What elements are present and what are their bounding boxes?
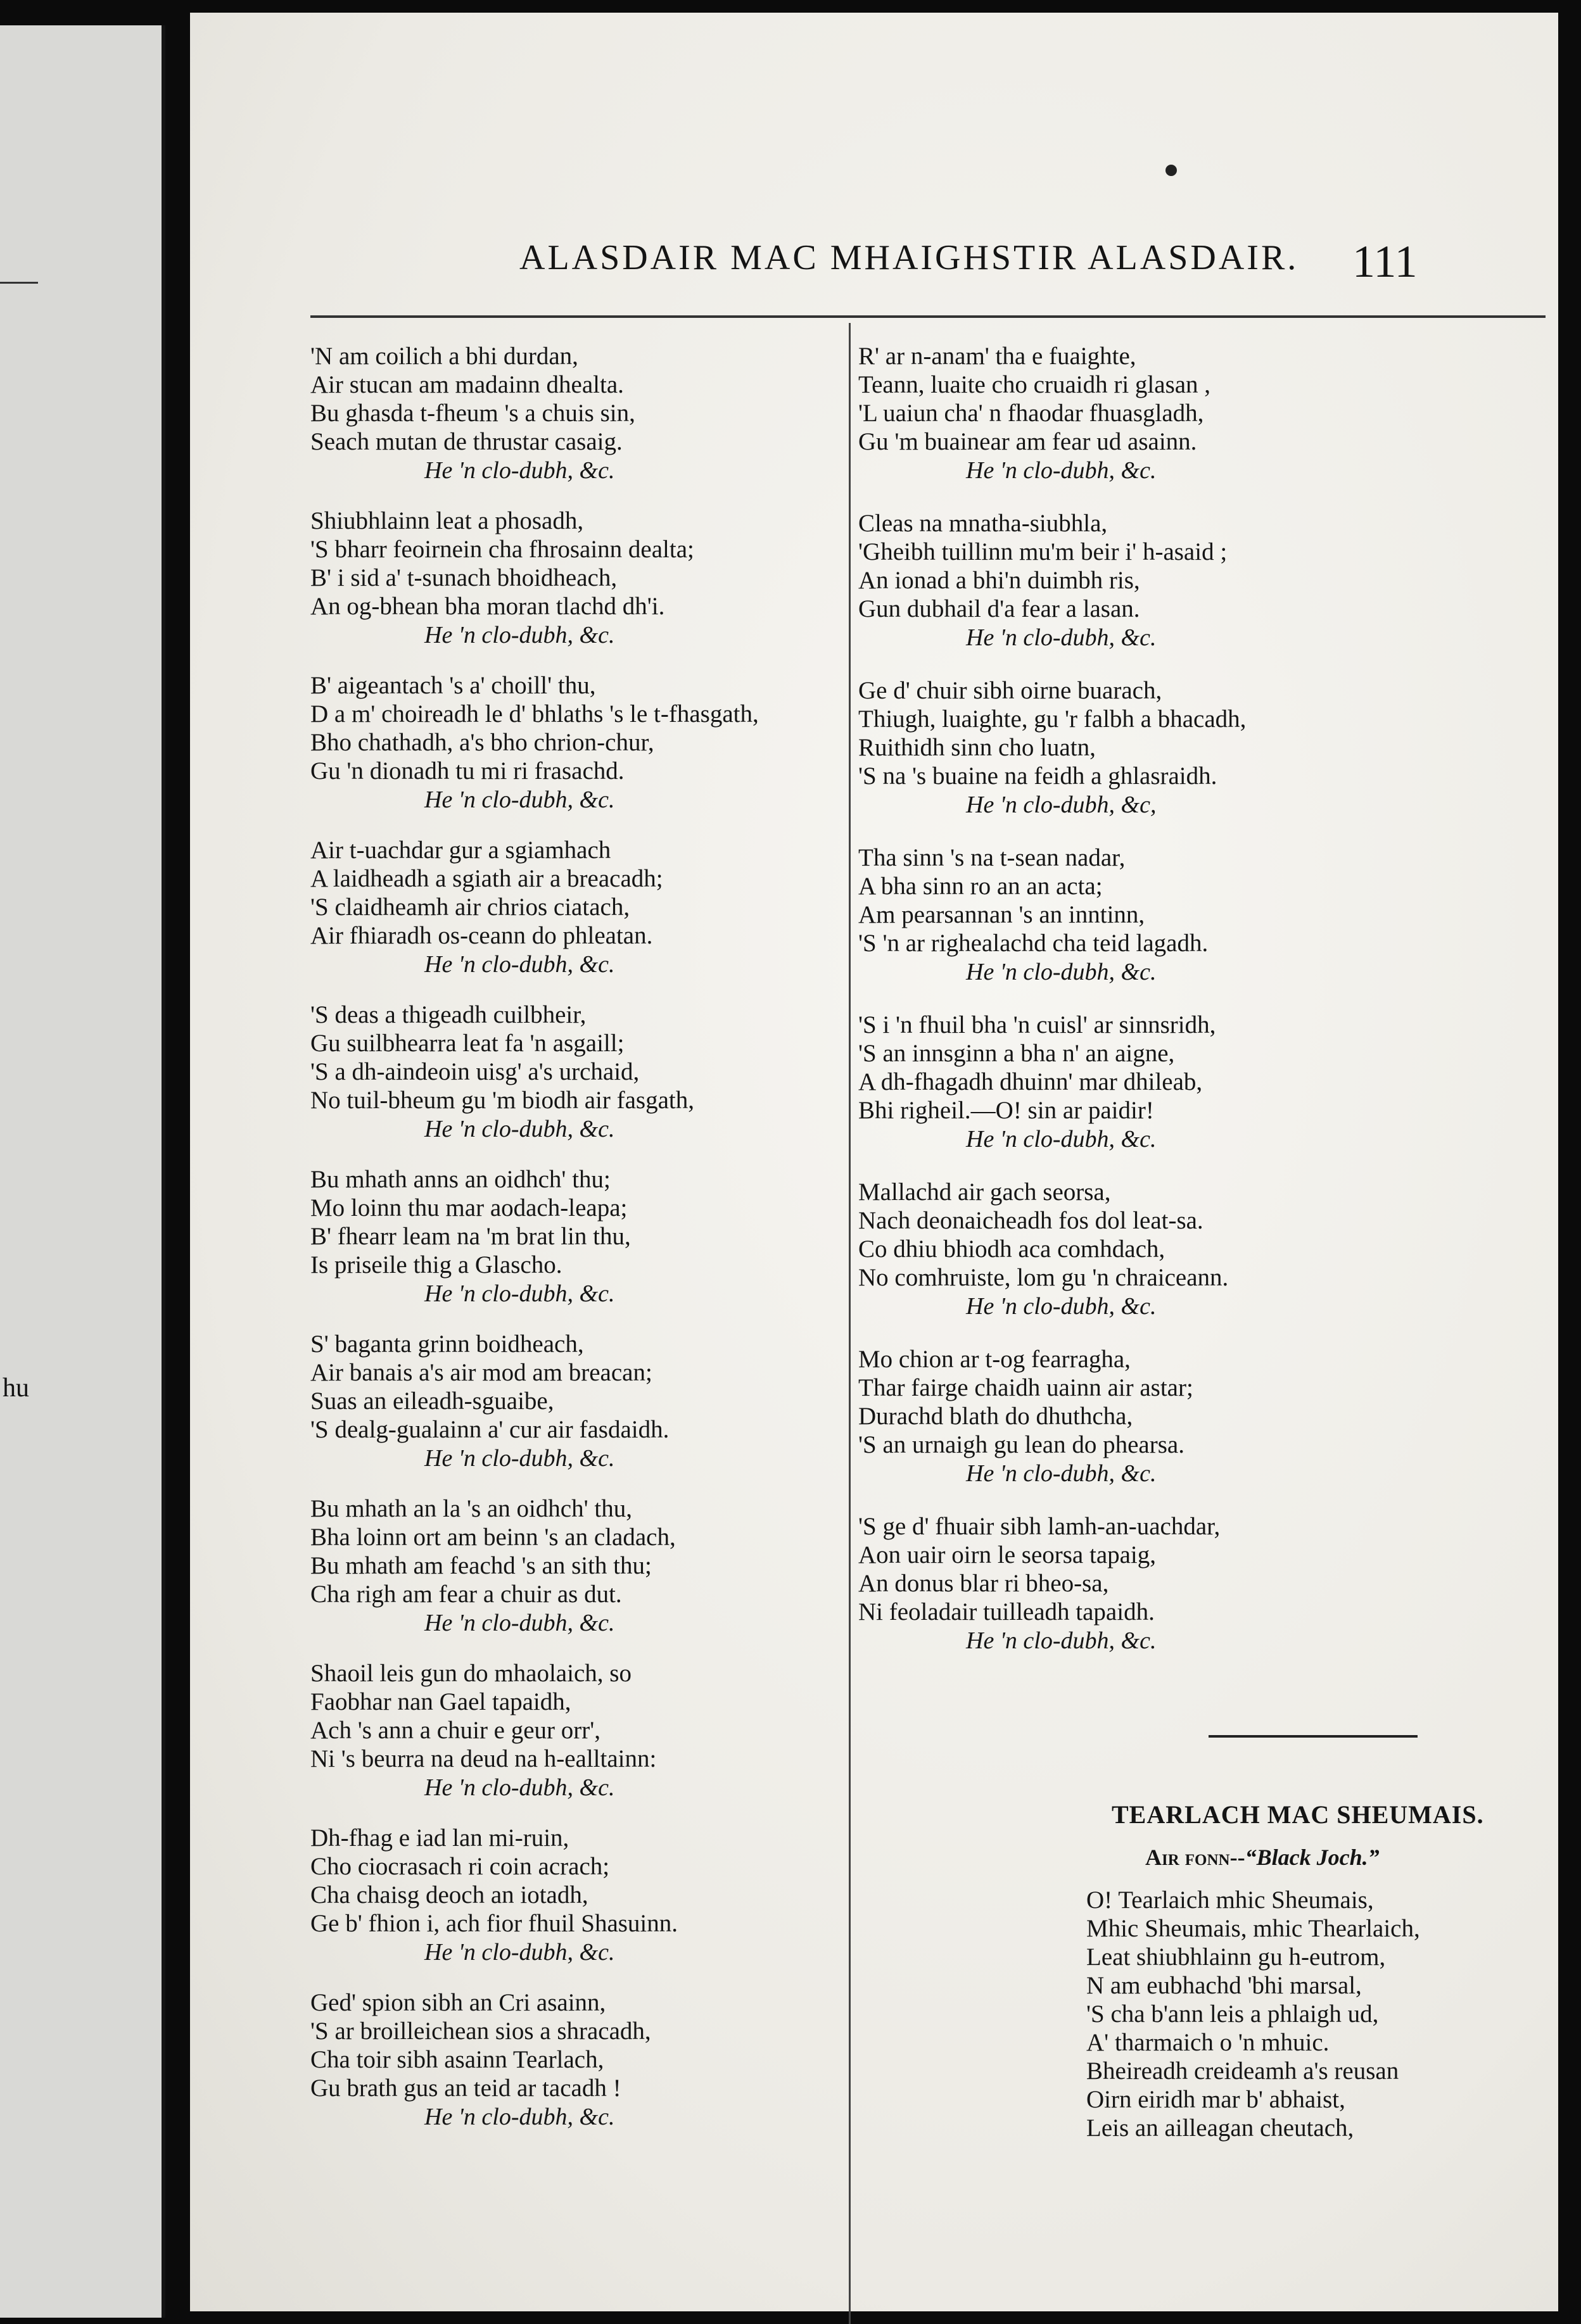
verse-line: D a m' choireadh le d' bhlaths 's le t-fhasgath, xyxy=(310,700,759,728)
stanza xyxy=(858,1345,1530,1488)
verse-line: Ni 's beurra na deud na h-ealltainn: xyxy=(310,1745,657,1772)
verse-line: Gu 'n dionadh tu mi ri frasachd. xyxy=(310,757,625,785)
verse-line: Ged' spion sibh an Cri asainn, xyxy=(310,1989,606,2016)
stanza xyxy=(858,342,1530,485)
verse-line: A bha sinn ro an an acta; xyxy=(858,873,1103,900)
verse-line: A' tharmaich o 'n mhuic. xyxy=(1086,2029,1330,2056)
verse-line: Leat shiubhlainn gu h-eutrom, xyxy=(1086,1943,1386,1971)
verse-line: 'S claidheamh air chrios ciatach, xyxy=(310,894,630,921)
verse-line: Teann, luaite cho cruaidh ri glasan , xyxy=(858,371,1211,398)
refrain-line: He 'n clo-dubh, &c. xyxy=(424,1939,615,1966)
verse-line: Cha toir sibh asainn Tearlach, xyxy=(310,2046,604,2073)
refrain-line: He 'n clo-dubh, &c. xyxy=(966,959,1157,985)
refrain-line: He 'n clo-dubh, &c. xyxy=(424,1774,615,1801)
verse-line: 'S i 'n fhuil bha 'n cuisl' ar sinnsridh, xyxy=(858,1011,1216,1039)
verse-line: Is priseile thig a Glascho. xyxy=(310,1251,562,1279)
verse-line: 'S na 's buaine na feidh a ghlasraidh. xyxy=(858,762,1217,790)
verse-line: Cho ciocrasach ri coin acrach; xyxy=(310,1853,610,1880)
page-number: 111 xyxy=(1352,236,1418,287)
verse-line: Bha loinn ort am beinn 's an cladach, xyxy=(310,1524,676,1551)
verse-line: Suas an eileadh-sguaibe, xyxy=(310,1387,554,1415)
verse-line: 'S cha b'ann leis a phlaigh ud, xyxy=(1086,2000,1379,2028)
verse-line: Bho chathadh, a's bho chrion-chur, xyxy=(310,729,654,756)
verse-line: Bu ghasda t-fheum 's a chuis sin, xyxy=(310,400,635,427)
verse-line: Oirn eiridh mar b' abhaist, xyxy=(1086,2086,1345,2113)
verse-line: Durachd blath do dhuthcha, xyxy=(858,1403,1133,1430)
running-header: ALASDAIR MAC MHAIGHSTIR ALASDAIR. xyxy=(519,238,1299,277)
verse-line: No comhruiste, lom gu 'n chraiceann. xyxy=(858,1264,1229,1291)
verse-line: 'S a dh-aindeoin uisg' a's urchaid, xyxy=(310,1058,640,1085)
verse-line: Ge d' chuir sibh oirne buarach, xyxy=(858,677,1162,704)
air-line xyxy=(1145,1844,1380,1871)
verse-line: Gu brath gus an teid ar tacadh ! xyxy=(310,2075,621,2102)
verse-line: Co dhiu bhiodh aca comhdach, xyxy=(858,1235,1165,1263)
verse-line: 'S 'n ar righealachd cha teid lagadh. xyxy=(858,930,1209,957)
verse-line: 'S ge d' fhuair sibh lamh-an-uachdar, xyxy=(858,1513,1221,1540)
verse-line: Gu 'm buainear am fear ud asainn. xyxy=(858,428,1197,455)
verse-line: Mo loinn thu mar aodach-leapa; xyxy=(310,1194,628,1222)
verse-line: Mo chion ar t-og fearragha, xyxy=(858,1346,1131,1373)
verse-line: 'S an urnaigh gu lean do phearsa. xyxy=(858,1431,1184,1458)
refrain-line: He 'n clo-dubh, &c. xyxy=(966,1126,1157,1153)
column-divider xyxy=(849,323,851,2324)
stanza xyxy=(310,1001,849,1144)
verse-line: N am eubhachd 'bhi marsal, xyxy=(1086,1972,1362,1999)
verse-line: Cha righ am fear a chuir as dut. xyxy=(310,1581,622,1608)
verse-line: Air stucan am madainn dhealta. xyxy=(310,371,624,398)
verse-line: 'Gheibh tuillinn mu'm beir i' h-asaid ; xyxy=(858,538,1228,565)
verse-line: Nach deonaicheadh fos dol leat-sa. xyxy=(858,1207,1203,1234)
stanza xyxy=(858,509,1530,652)
stanza xyxy=(310,1824,849,1967)
stanza xyxy=(858,1512,1530,1655)
refrain-line: He 'n clo-dubh, &c. xyxy=(424,1116,615,1142)
verse-line: Shiubhlainn leat a phosadh, xyxy=(310,507,584,534)
stanza xyxy=(310,836,849,979)
section-divider xyxy=(1209,1735,1418,1738)
verse-line: Dh-fhag e iad lan mi-ruin, xyxy=(310,1824,569,1852)
refrain-line: He 'n clo-dubh, &c. xyxy=(424,1280,615,1307)
verse-line: Ach 's ann a chuir e geur orr', xyxy=(310,1717,601,1744)
new-song-verse xyxy=(1086,1886,1530,2142)
verse-line: Aon uair oirn le seorsa tapaig, xyxy=(858,1541,1157,1569)
stanza xyxy=(858,1178,1530,1321)
refrain-line: He 'n clo-dubh, &c. xyxy=(966,1627,1157,1654)
stanza xyxy=(310,1659,849,1802)
facing-page-fragment: hu xyxy=(3,1374,29,1403)
verse-line: Ni feoladair tuilleadh tapaidh. xyxy=(858,1598,1155,1626)
verse-line: Ruithidh sinn cho luatn, xyxy=(858,734,1096,761)
stanza xyxy=(858,1011,1530,1154)
verse-line: Am pearsannan 's an inntinn, xyxy=(858,901,1145,928)
verse-line: O! Tearlaich mhic Sheumais, xyxy=(1086,1886,1374,1914)
refrain-line: He 'n clo-dubh, &c. xyxy=(424,951,615,978)
verse-line: Bu mhath an la 's an oidhch' thu, xyxy=(310,1495,632,1522)
refrain-line: He 'n clo-dubh, &c. xyxy=(424,622,615,648)
stanza xyxy=(310,1988,849,2131)
air-prefix: Air fonn-- xyxy=(1145,1845,1245,1870)
verse-line: Seach mutan de thrustar casaig. xyxy=(310,428,623,455)
verse-line: Bu mhath anns an oidhch' thu; xyxy=(310,1166,611,1193)
verse-line: Shaoil leis gun do mhaolaich, so xyxy=(310,1660,632,1687)
refrain-line: He 'n clo-dubh, &c, xyxy=(966,792,1157,818)
verse-line: Leis an ailleagan cheutach, xyxy=(1086,2114,1354,2142)
refrain-line: He 'n clo-dubh, &c. xyxy=(966,624,1157,651)
verse-line: Tha sinn 's na t-sean nadar, xyxy=(858,844,1126,871)
verse-line: An ionad a bhi'n duimbh ris, xyxy=(858,567,1140,594)
song-title: TEARLACH MAC SHEUMAIS. xyxy=(1112,1800,1484,1829)
verse-line: Cleas na mnatha-siubhla, xyxy=(858,510,1108,537)
verse-line: 'S deas a thigeadh cuilbheir, xyxy=(310,1001,587,1028)
verse-line: Air t-uachdar gur a sgiamhach xyxy=(310,837,611,864)
header-rule xyxy=(310,315,1546,318)
verse-line: B' aigeantach 's a' choill' thu, xyxy=(310,672,596,699)
verse-line: An donus blar ri bheo-sa, xyxy=(858,1570,1109,1597)
stanza xyxy=(310,671,849,814)
stanza xyxy=(310,1330,849,1473)
verse-line: Faobhar nan Gael tapaidh, xyxy=(310,1688,571,1715)
verse-line: An og-bhean bha moran tlachd dh'i. xyxy=(310,593,665,620)
verse-line: Cha chaisg deoch an iotadh, xyxy=(310,1881,588,1909)
verse-line: A dh-fhagadh dhuinn' mar dhileab, xyxy=(858,1068,1203,1096)
verse-line: Bheireadh creideamh a's reusan xyxy=(1086,2057,1399,2085)
book-page xyxy=(190,13,1558,2311)
refrain-line: He 'n clo-dubh, &c. xyxy=(966,457,1157,484)
refrain-line: He 'n clo-dubh, &c. xyxy=(424,1445,615,1472)
stanza xyxy=(858,676,1530,819)
verse-line: Gu suilbhearra leat fa 'n asgaill; xyxy=(310,1030,625,1057)
verse-line: Thiugh, luaighte, gu 'r falbh a bhacadh, xyxy=(858,705,1247,733)
facing-page-edge xyxy=(0,25,165,2318)
verse-line: 'N am coilich a bhi durdan, xyxy=(310,343,578,370)
right-column xyxy=(858,342,1530,1655)
refrain-line: He 'n clo-dubh, &c. xyxy=(966,1293,1157,1320)
stanza xyxy=(310,1165,849,1308)
air-tune: “Black Joch.” xyxy=(1245,1845,1380,1870)
stanza xyxy=(310,342,849,485)
verse-line: Bhi righeil.—O! sin ar paidir! xyxy=(858,1097,1154,1124)
facing-page-rule xyxy=(0,282,38,284)
verse-line: Ge b' fhion i, ach fior fhuil Shasuinn. xyxy=(310,1910,678,1937)
left-column xyxy=(310,342,849,2131)
stanza xyxy=(310,507,849,650)
verse-line: B' fhearr leam na 'm brat lin thu, xyxy=(310,1223,631,1250)
verse-line: Mallachd air gach seorsa, xyxy=(858,1178,1111,1206)
verse-line: S' baganta grinn boidheach, xyxy=(310,1330,584,1358)
ink-speck xyxy=(1165,165,1177,176)
verse-line: B' i sid a' t-sunach bhoidheach, xyxy=(310,564,618,591)
refrain-line: He 'n clo-dubh, &c. xyxy=(966,1460,1157,1487)
stanza xyxy=(858,843,1530,987)
verse-line: No tuil-bheum gu 'm biodh air fasgath, xyxy=(310,1087,695,1114)
verse-line: 'S bharr feoirnein cha fhrosainn dealta; xyxy=(310,536,694,563)
verse-line: 'S ar broilleichean sios a shracadh, xyxy=(310,2018,651,2045)
refrain-line: He 'n clo-dubh, &c. xyxy=(424,1610,615,1636)
verse-line: 'S an innsginn a bha n' an aigne, xyxy=(858,1040,1175,1067)
verse-line: Gun dubhail d'a fear a lasan. xyxy=(858,595,1140,622)
verse-line: 'S dealg-gualainn a' cur air fasdaidh. xyxy=(310,1416,670,1443)
verse-line: Bu mhath am feachd 's an sith thu; xyxy=(310,1552,652,1579)
verse-line: A laidheadh a sgiath air a breacadh; xyxy=(310,865,663,892)
stanza xyxy=(310,1494,849,1638)
verse-line: Air banais a's air mod am breacan; xyxy=(310,1359,652,1386)
verse-line: R' ar n-anam' tha e fuaighte, xyxy=(858,343,1136,370)
refrain-line: He 'n clo-dubh, &c. xyxy=(424,457,615,484)
verse-line: Mhic Sheumais, mhic Thearlaich, xyxy=(1086,1915,1420,1942)
refrain-line: He 'n clo-dubh, &c. xyxy=(424,2104,615,2130)
verse-line: 'L uaiun cha' n fhaodar fhuasgladh, xyxy=(858,400,1204,427)
verse-line: Air fhiaradh os-ceann do phleatan. xyxy=(310,922,653,949)
refrain-line: He 'n clo-dubh, &c. xyxy=(424,786,615,813)
verse-line: Thar fairge chaidh uainn air astar; xyxy=(858,1374,1193,1401)
